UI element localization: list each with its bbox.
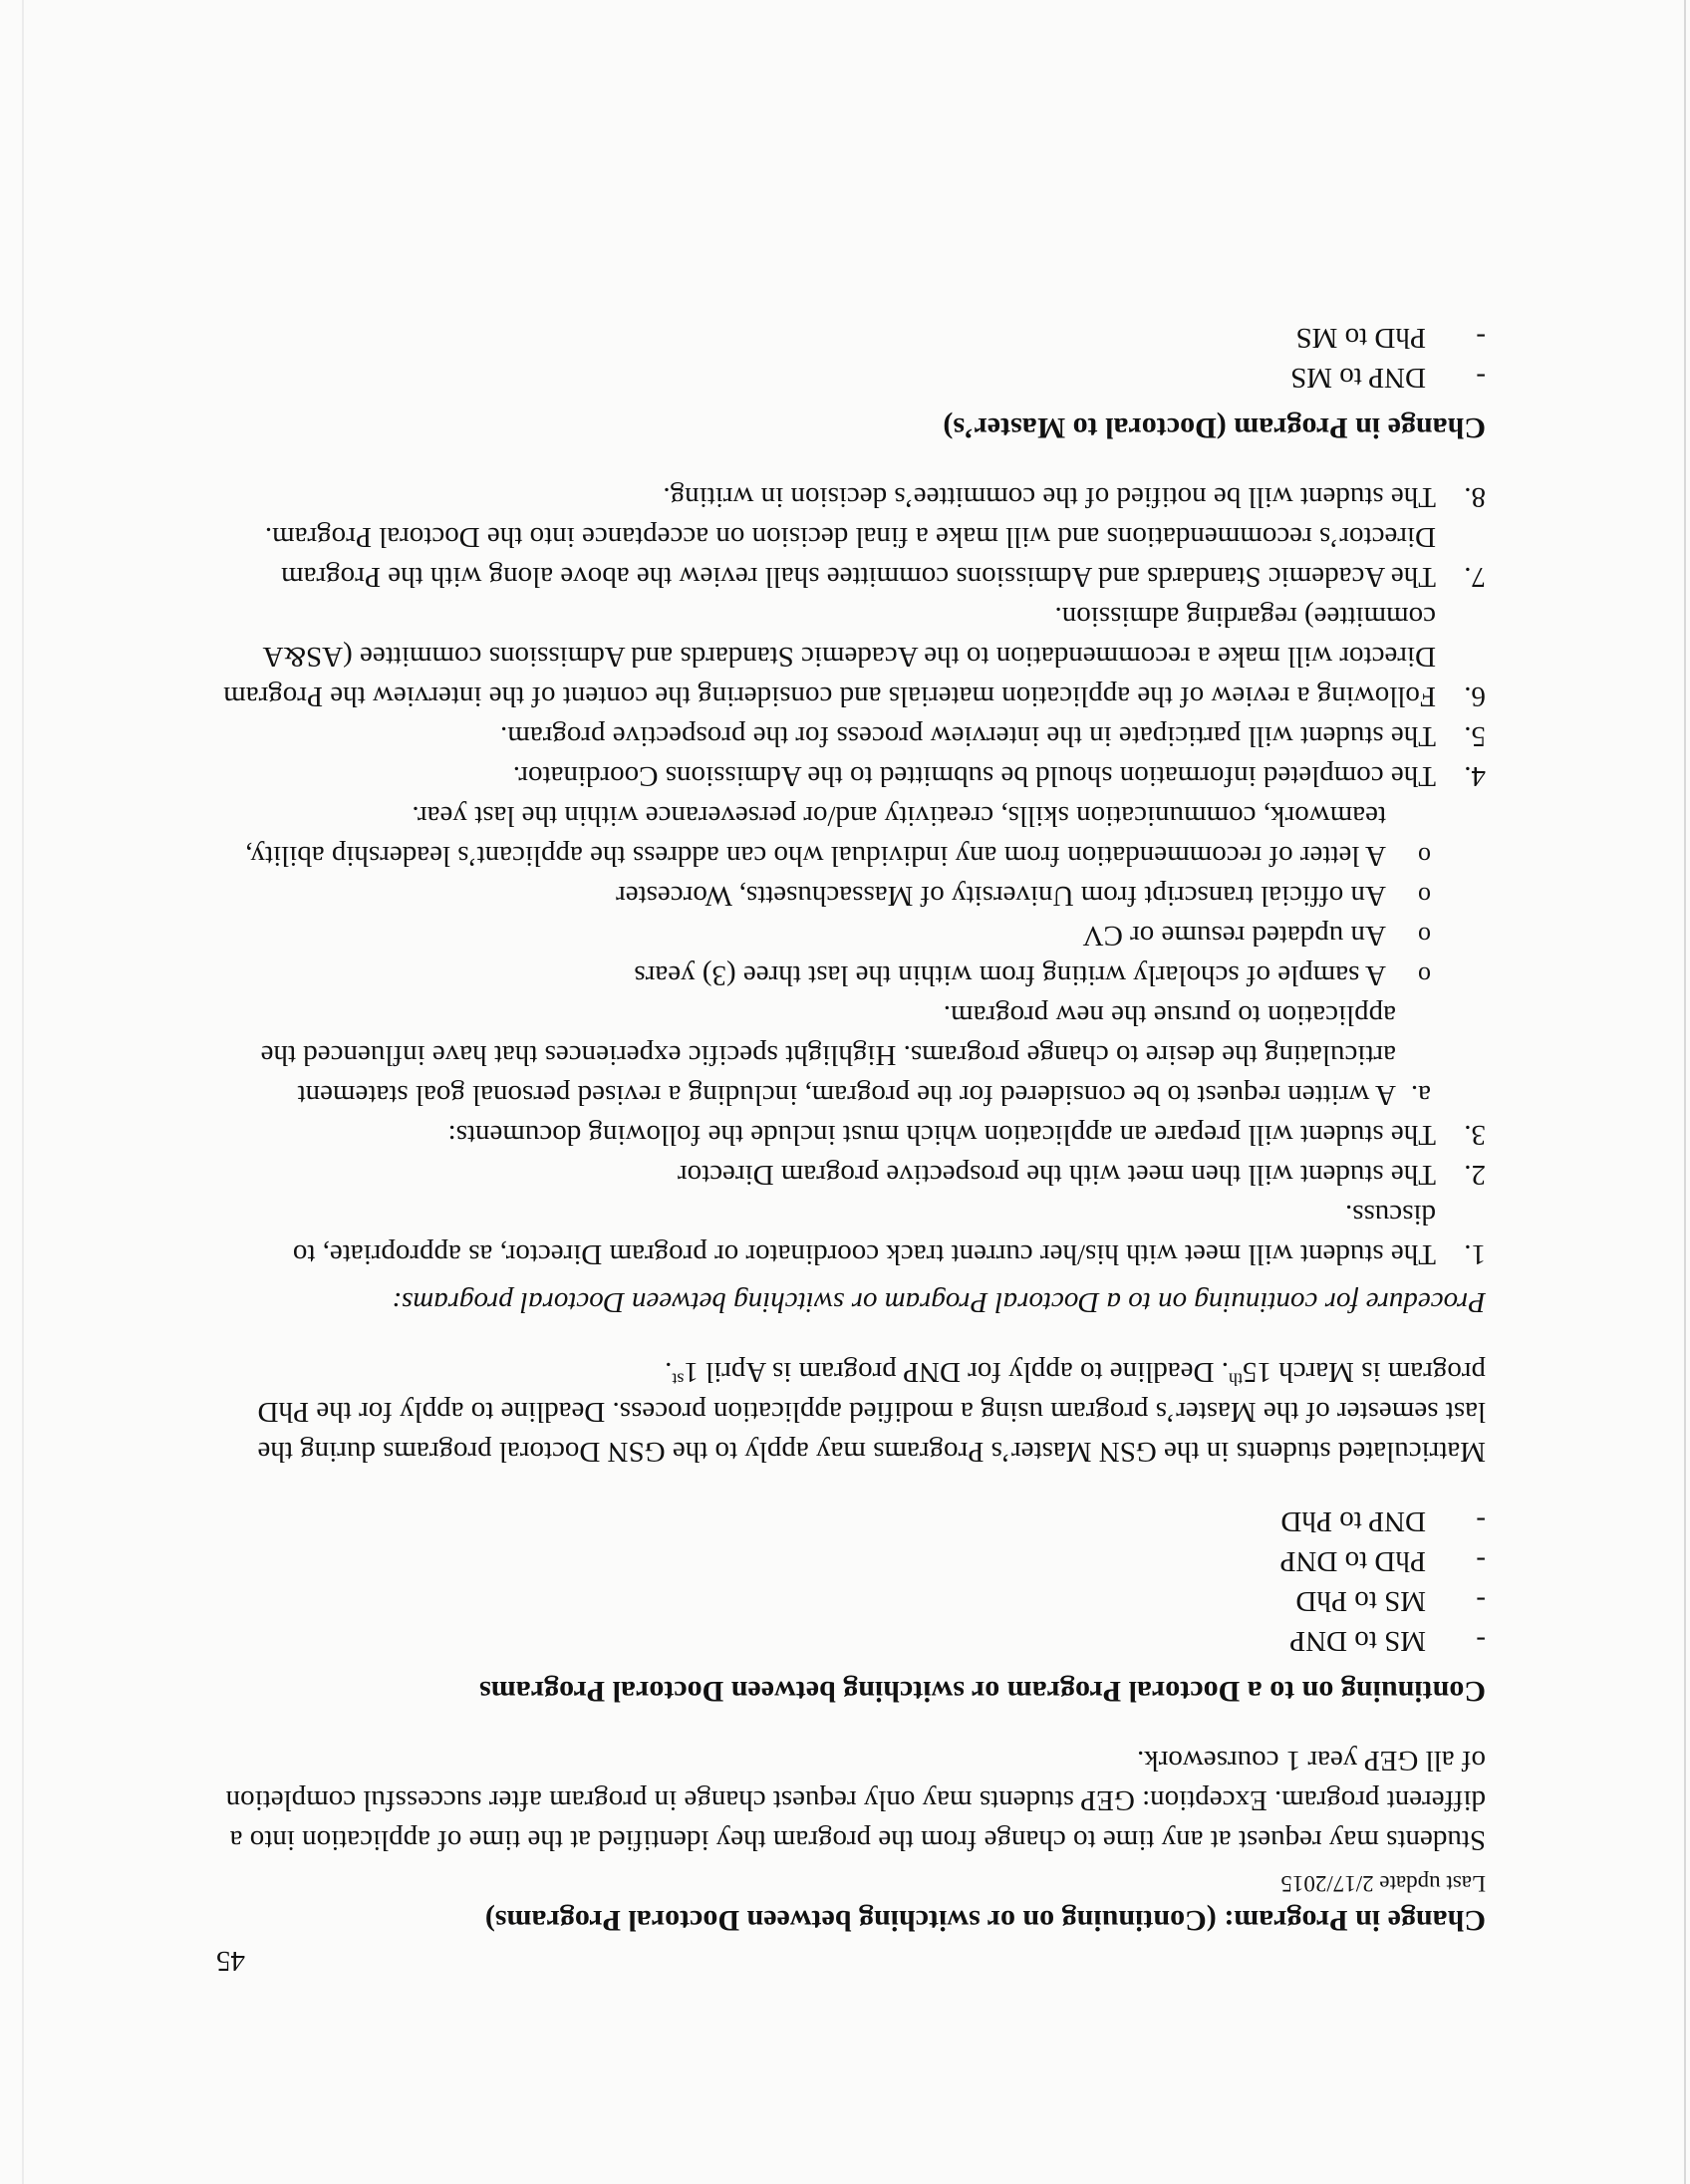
step-text: The student will be notified of the committee’s decision in writing. — [663, 481, 1436, 513]
step-number: 6. — [1464, 681, 1486, 712]
step-number: 5. — [1464, 720, 1486, 752]
procedure-step — [220, 1155, 1486, 1195]
ordinal-suffix: st — [672, 1369, 685, 1390]
program-option — [220, 1621, 1486, 1661]
last-update-note: Last update 2/17/2015 — [1280, 1871, 1486, 1896]
circle-bullet: o — [1418, 882, 1431, 911]
scan-edge-right — [22, 0, 24, 2184]
step-number: 2. — [1464, 1159, 1486, 1191]
section-heading-doctoral-to-masters: Change in Program (Doctoral to Master’s) — [943, 411, 1486, 444]
required-document — [220, 796, 1486, 876]
step-text: The completed information should be submitted to the Admissions Coordinator. — [512, 760, 1436, 792]
procedure-steps — [220, 477, 1486, 1274]
matriculated-paragraph — [220, 1352, 1486, 1472]
dash-marker: - — [1476, 322, 1486, 354]
program-option — [220, 1541, 1486, 1581]
required-document-text: A sample of scholarly writing from within the last three (3) years — [634, 959, 1386, 991]
program-option-text: PhD to DNP — [1279, 1545, 1426, 1577]
section-heading-continuing-doctoral: Continuing on to a Doctoral Program or switching between Doctoral Programs — [479, 1675, 1486, 1708]
step-text: The student will then meet with the prospective program Director — [677, 1159, 1436, 1191]
sub-item-letter: a. — [1410, 1079, 1431, 1111]
required-document — [220, 916, 1486, 956]
program-option-text: DNP to PhD — [1280, 1505, 1426, 1537]
sub-item-text: A written request to be considered for the program, including a revised personal goal statement articulating the desire to change programs. Highlight specific experiences that have influenced the application to pursue the new program. — [260, 999, 1396, 1111]
procedure-step — [220, 597, 1486, 716]
program-option-text: PhD to MS — [1295, 322, 1426, 354]
dash-marker: - — [1476, 1505, 1486, 1537]
procedure-step — [220, 1195, 1486, 1274]
step-number: 1. — [1464, 1238, 1486, 1270]
program-option — [220, 318, 1486, 358]
scan-edge-left — [1684, 0, 1686, 2184]
program-option — [220, 1502, 1486, 1541]
procedure-step — [220, 796, 1486, 1155]
circle-bullet: o — [1418, 842, 1431, 871]
step-number: 8. — [1464, 481, 1486, 513]
required-document-text: An official transcript from University of Massachusetts, Worcester — [616, 880, 1386, 912]
program-option — [220, 358, 1486, 398]
step-text: The student will meet with his/her current track coordinator or program Director, as appropriate, to discuss. — [292, 1199, 1436, 1270]
circle-bullet: o — [1418, 961, 1431, 990]
step-number: 7. — [1464, 561, 1486, 593]
program-option-text: MS to PhD — [1295, 1585, 1426, 1617]
required-document — [220, 956, 1486, 995]
page-number: 45 — [216, 1945, 245, 1977]
required-documents-list — [220, 796, 1436, 995]
step-number: 4. — [1464, 760, 1486, 792]
sub-item-a — [220, 995, 1486, 1115]
required-document — [220, 876, 1486, 916]
step-text: The student will participate in the interview process for the prospective program. — [500, 720, 1436, 752]
ordinal-suffix: th — [1228, 1369, 1243, 1390]
dash-marker: - — [1476, 1585, 1486, 1617]
program-option-text: MS to DNP — [1289, 1625, 1426, 1657]
program-options-list — [220, 1502, 1486, 1661]
step-text: The student will prepare an application which must include the following documents: — [447, 1119, 1436, 1151]
procedure-step — [220, 517, 1486, 597]
document-body — [220, 288, 1486, 1940]
program-option-text: DNP to MS — [1290, 362, 1426, 394]
circle-bullet: o — [1418, 922, 1431, 951]
step-number: 3. — [1464, 1119, 1486, 1151]
dash-marker: - — [1476, 1625, 1486, 1657]
intro-paragraph: Students may request at any time to change from the program they identified at the time of application into a different program. Exception: GEP students may only request change in program after successful completion of all GEP year 1 coursework. — [225, 1745, 1486, 1856]
dash-marker: - — [1476, 1545, 1486, 1577]
step-text: Following a review of the application materials and considering the content of the interview the Program Director will make a recommendation to the Academic Standards and Admissions committee (AS&A committee) regarding admission. — [223, 601, 1436, 712]
para-text: Matriculated students in the GSN Master’s Programs may apply to the GSN Doctoral programs during the last semester of the Master’s program using a modified application process. Deadline to apply for the PhD program is March 15 — [257, 1356, 1486, 1468]
required-document-text: An updated resume or CV — [1082, 920, 1386, 952]
procedure-step — [220, 716, 1486, 756]
doctoral-to-masters-options — [220, 318, 1486, 398]
procedure-title: Procedure for continuing on to a Doctoral Program or switching between Doctoral programs: — [392, 1286, 1486, 1318]
step-text: The Academic Standards and Admissions committee shall review the above along with the Program Director’s recommendations and will make a final decision on acceptance into the Doctoral Program. — [264, 521, 1436, 593]
procedure-step — [220, 477, 1486, 517]
section-heading-change-in-program: Change in Program: (Continuing on or switching between Doctoral Programs) — [484, 1904, 1486, 1937]
para-text: . — [665, 1356, 673, 1388]
required-document-text: A letter of recommendation from any individual who can address the applicant’s leadership ability, teamwork, communication skills, creativity and/or perseverance within the last year. — [245, 800, 1386, 872]
para-text: . Deadline to apply for DNP program is April 1 — [684, 1356, 1229, 1388]
procedure-step — [220, 756, 1486, 796]
dash-marker: - — [1476, 362, 1486, 394]
program-option — [220, 1581, 1486, 1621]
